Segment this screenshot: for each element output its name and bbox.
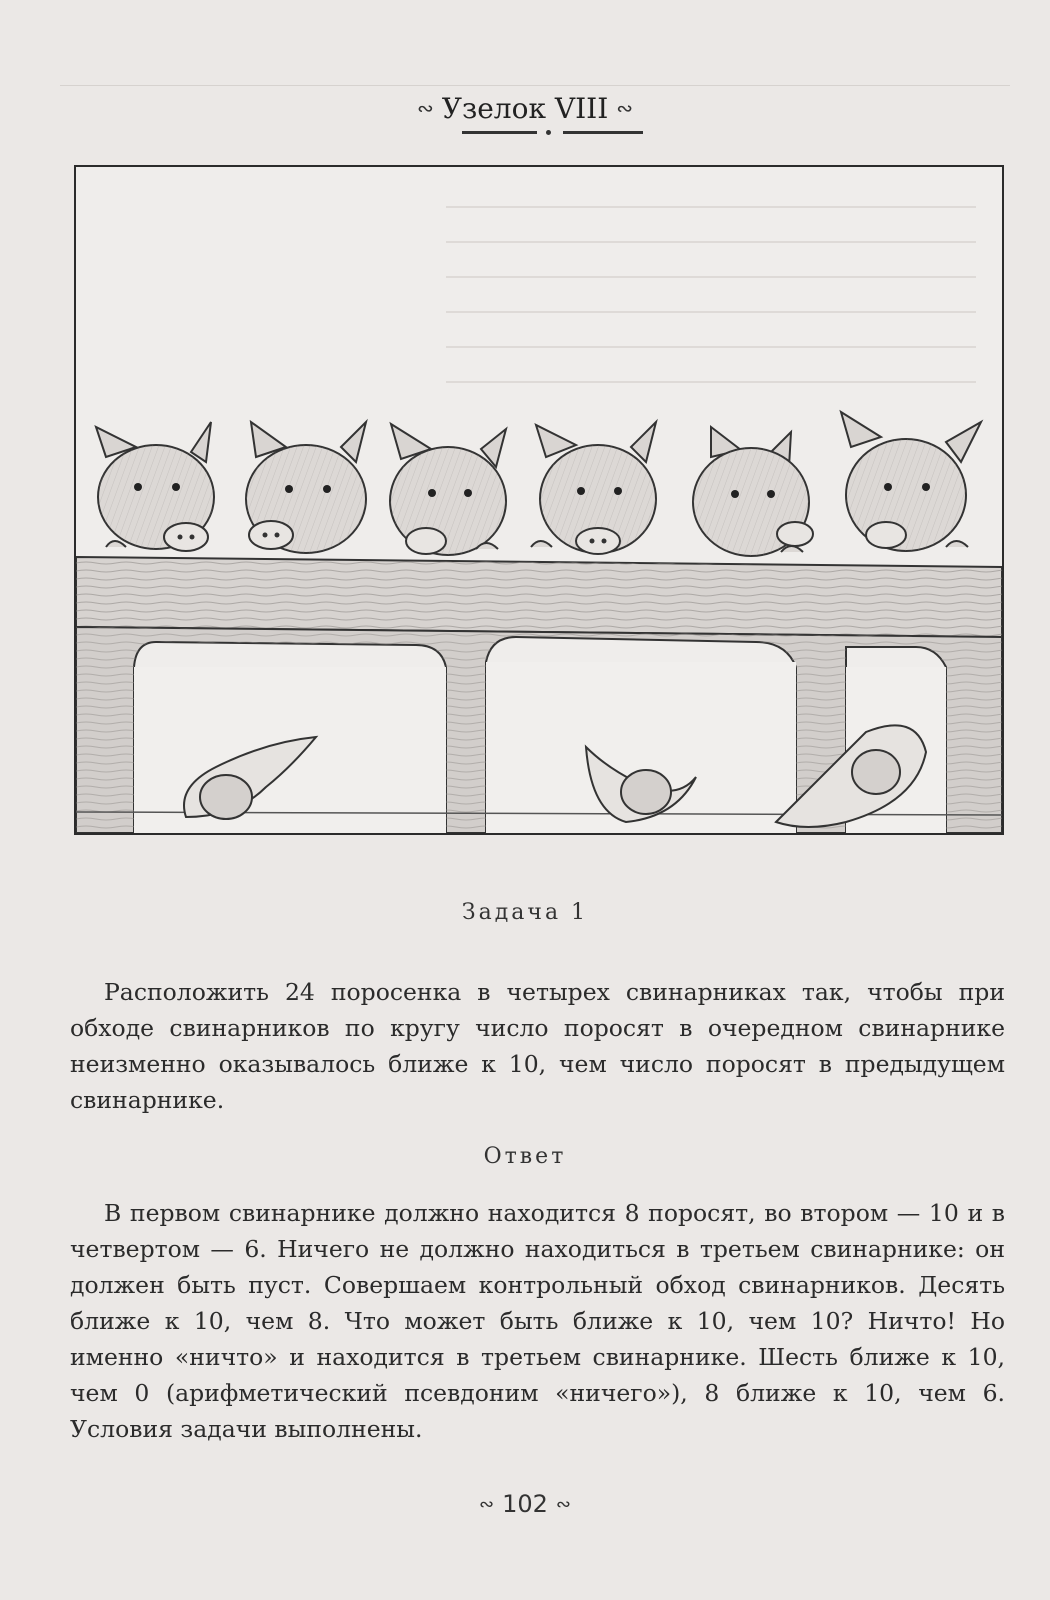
- problem-paragraph: Расположить 24 поросенка в четырех свинарниках так, чтобы при обходе свинарников по кругу число поросят в очередном свинарнике неизменно оказывалось ближе к 10, чем число поросят в предыдущем свинарнике.: [70, 978, 1005, 1114]
- ornament-left-icon: ∾: [416, 96, 434, 120]
- answer-paragraph: В первом свинарнике должно находится 8 поросят, во втором — 10 и в четвертом — 6. Ничего не должно находиться в третьем свинарнике: он должен быть пуст. Совершаем контрольный обход свинарников. Десять ближе к 10, чем 8. Что может быть ближе к 10, чем 10? Ничто! Но именно «ничто» и находится в третьем свинарнике. Шесть ближе к 10, чем 0 (арифметический псевдоним «ничего»), 8 ближе к 10, чем 6. Условия задачи выполнены.: [70, 1199, 1005, 1443]
- chapter-title: Узелок VIII: [441, 92, 609, 125]
- bleed-through-rule: [60, 85, 1010, 86]
- problem-text-block: [70, 974, 1005, 1118]
- problem-heading: Задача 1: [461, 900, 589, 925]
- ornament-right-icon: ∾: [616, 96, 634, 120]
- answer-text-block: [70, 1195, 1005, 1447]
- head-rule-dot: [546, 130, 551, 135]
- illustration-drawing: [76, 167, 1002, 833]
- folio-ornament-right-icon: ∾: [555, 1494, 571, 1515]
- head-rule-left: [462, 131, 537, 134]
- pigs-on-fence-illustration: [74, 165, 1004, 835]
- folio-ornament-left-icon: ∾: [479, 1494, 495, 1515]
- answer-heading: Ответ: [483, 1144, 567, 1169]
- running-head: [0, 92, 1050, 125]
- head-rule-right: [563, 131, 643, 134]
- page-number-value: 102: [502, 1490, 548, 1518]
- page-number: [0, 1490, 1050, 1518]
